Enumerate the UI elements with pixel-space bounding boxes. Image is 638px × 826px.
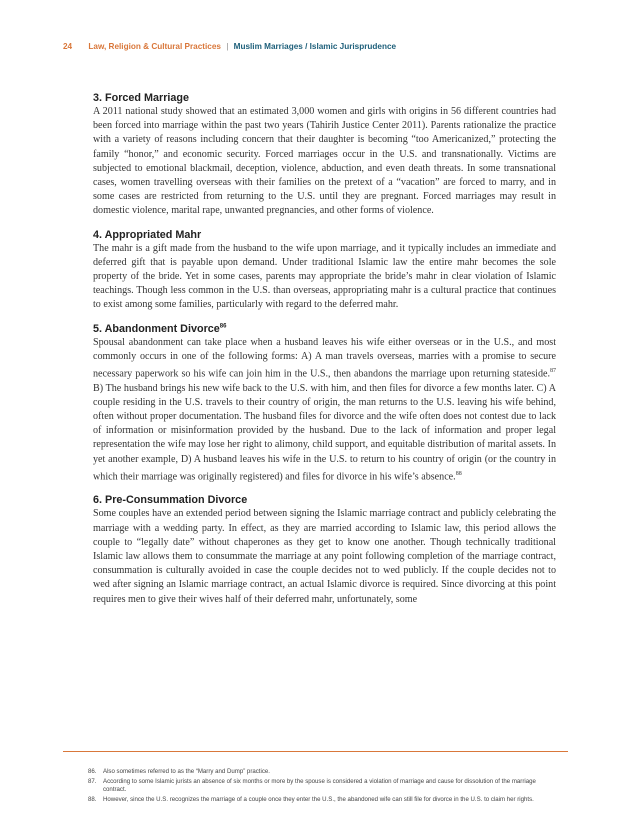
footnote [88, 778, 550, 794]
section-body: The mahr is a gift made from the husband to the wife upon marriage, and it typically includes an immediate and deferred gift that is payable upon demand. Under traditional Islamic law the entire mahr becomes the sole property of the bride. Yet in some cases, parents may appropriate the bride’s mahr in clear violation of Islamic teachings. Though less common in the U.S. than overseas, appropriating mahr is a cultural practice that continues to exist among some families, particularly with regard to the deferred mahr. [93, 242, 556, 311]
running-header [63, 42, 396, 51]
footnote-text: According to some Islamic jurists an absence of six months or more by the spouse is considered a violation of marriage and cause for dissolution of the marriage contract. [103, 778, 536, 793]
section-heading: 4. Appropriated Mahr [93, 228, 202, 241]
section-pre-consummation-divorce [93, 494, 556, 606]
main-content [93, 92, 556, 617]
header-section: Law, Religion & Cultural Practices [88, 42, 221, 51]
footnote-number: 87. [88, 778, 97, 785]
header-subsection: Muslim Marriages / Islamic Jurisprudence [233, 42, 397, 51]
page-number: 24 [63, 42, 73, 51]
section-body: A 2011 national study showed that an estimated 3,000 women and girls with origins in 56 different countries had been forced into marriage within the past two years (Tahirih Justice Center 2011). Parents rationalize the practice with a variety of reasons including concern that their daughter is becoming “too Americanized,” protecting the family “honor,” and economic security. Forced marriages occur in the U.S. and transnationally. Victims are subjected to emotional blackmail, deception, violence, abduction, and even death threats. In some transnational cases, women travelling overseas with their families on the pretext of a “vacation” are forced to marry, and in some cases are restricted from returning to the U.S. until they are pregnant. Forced marriages may result in domestic violence, marital rape, unwanted pregnancies, and other forms of violence. [93, 106, 556, 217]
section-appropriated-mahr [93, 229, 556, 313]
section-heading: 6. Pre-Consummation Divorce [93, 494, 248, 507]
footnote [88, 768, 550, 776]
body-part: Spousal abandonment can take place when a husband leaves his wife either overseas or in the U.S., and most commonly occurs in one of the following forms: A) A man travels overseas, marries with a promise to secure necessary paperwork so his wife can join him in the U.S., then abandons the marriage upon returning stateside. [93, 336, 556, 380]
footnote-ref[interactable]: 86 [219, 323, 227, 330]
footnote-ref[interactable]: 87 [550, 368, 556, 375]
section-forced-marriage [93, 92, 556, 219]
footnotes [88, 768, 550, 806]
header-separator: | [226, 42, 229, 51]
footnote [88, 796, 550, 804]
footnote-ref[interactable]: 88 [455, 470, 462, 477]
body-part: B) The husband brings his new wife back to the U.S. with him, and then files for divorce a few months later. C) A couple residing in the U.S. travels to their country of origin, the man returns to the U.S. leaving his wife behind, often without proper documentation. The husband files for divorce and the wife often does not contest due to lack of information or misinformation provided by the husband. Due to the lack of information and proper legal representation the wife may lose her right to alimony, child support, and equitable distribution of marital assets. In yet another example, D) A husband leaves his wife in the U.S. to return to his country of origin (or the country in which their marriage was originally registered) and files for divorce in his wife’s absence. [93, 382, 556, 483]
footnote-text: Also sometimes referred to as the “Marry and Dump” practice. [103, 768, 270, 775]
section-heading: 3. Forced Marriage [93, 92, 190, 104]
footnote-divider [63, 751, 568, 752]
section-body [93, 336, 556, 485]
section-abandonment-divorce [93, 323, 556, 485]
footnote-text: However, since the U.S. recognizes the marriage of a couple once they enter the U.S., the abandoned wife can still file for divorce in the U.S. to claim her rights. [103, 796, 534, 803]
heading-text: 5. Abandonment Divorce [93, 322, 220, 335]
section-heading [93, 323, 556, 335]
footnote-number: 88. [88, 796, 97, 803]
section-body: Some couples have an extended period between signing the Islamic marriage contract and publicly celebrating the marriage with a wedding party. In effect, as they are married according to Islamic law, this period allows the couple to “legally date” without chaperones as they get to know one another. Though technically traditional Islamic law allows them to consummate the marriage at any point following completion of the marriage contract, consummation is culturally avoided in case the couple decides not to wed publicly. If the couple decides not to wed after signing an Islamic marriage contract, an actual Islamic divorce is required. Since divorcing at this point requires men to give their wives half of their deferred mahr, unfortunately, some [93, 508, 556, 605]
footnote-number: 86. [88, 768, 97, 775]
